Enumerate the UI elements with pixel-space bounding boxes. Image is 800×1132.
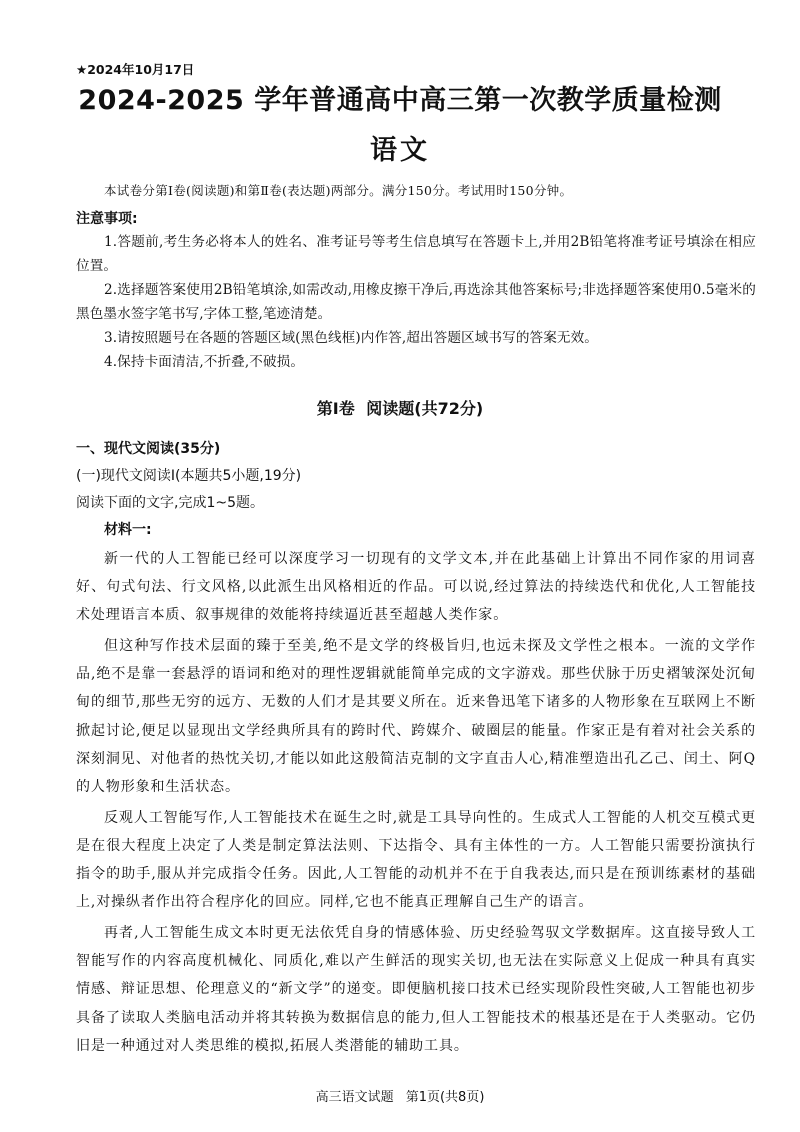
notice-heading: 注意事项: — [76, 211, 138, 227]
page-footer: 高三语文试题 第1页(共8页) — [315, 1090, 485, 1105]
subsection-heading: (一)现代文阅读Ⅰ(本题共5小题,19分) — [76, 468, 302, 484]
notice-item: 2.选择题答案使用2B铅笔填涂,如需改动,用橡皮擦干净后,再选涂其他答案标号;非选择题答案使用0.5毫米的黑色墨水签字笔书写,字体工整,笔迹清楚。 — [76, 282, 756, 322]
reading-instruction: 阅读下面的文字,完成1~5题。 — [76, 495, 264, 511]
exam-title: 2024-2025 学年普通高中高三第一次教学质量检测 — [78, 85, 722, 116]
article-body — [76, 545, 756, 1063]
article-paragraph: 新一代的人工智能已经可以深度学习一切现有的文学文本,并在此基础上计算出不同作家的用词喜好、句式句法、行文风格,以此派生出风格相近的作品。可以说,经过算法的持续迭代和优化,人工智能技术处理语言本质、叙事规律的效能将持续逼近甚至超越人类作家。 — [76, 551, 756, 624]
article-paragraph: 再者,人工智能生成文本时更无法依凭自身的情感体验、历史经验驾驭文学数据库。这直接导致人工智能写作的内容高度机械化、同质化,难以产生鲜活的现实关切,也无法在实际意义上促成一种具有真实情感、辩证思想、伦理意义的“新文学”的递变。即便脑机接口技术已经实现阶段性突破,人工智能也初步具备了读取人类脑电活动并将其转换为数据信息的能力,但人工智能技术的根基还是在于人类驱动。它仍旧是一种通过对人类思维的模拟,拓展人类潜能的辅助工具。 — [76, 925, 756, 1054]
material-label: 材料一: — [104, 522, 152, 538]
exam-date: ★2024年10月17日 — [76, 62, 195, 77]
notice-list — [76, 230, 756, 374]
notice-item: 3.请按照题号在各题的答题区域(黑色线框)内作答,超出答题区域书写的答案无效。 — [104, 330, 598, 346]
section-heading: 一、现代文阅读(35分) — [76, 441, 221, 457]
part-heading: 第Ⅰ卷 阅读题(共72分) — [316, 399, 484, 418]
article-paragraph: 但这种写作技术层面的臻于至美,绝不是文学的终极旨归,也远未探及文学性之根本。一流的文学作品,绝不是靠一套悬浮的语词和绝对的理性逻辑就能简单完成的文字游戏。那些伏脉于历史褶皱深处沉甸甸的细节,那些无穷的远方、无数的人们才是其要义所在。近来鲁迅笔下诸多的人物形象在互联网上不断掀起讨论,便足以显现出文学经典所具有的跨时代、跨媒介、破圈层的能量。作家正是有着对社会关系的深刻洞见、对他者的热忱关切,才能以如此这般简洁克制的文字直击人心,精准塑造出孔乙己、闰土、阿Q的人物形象和生活状态。 — [76, 638, 756, 795]
subject-title: 语文 — [370, 135, 430, 166]
exam-intro: 本试卷分第Ⅰ卷(阅读题)和第Ⅱ卷(表达题)两部分。满分150分。考试用时150分钟。 — [104, 183, 573, 198]
notice-item: 4.保持卡面清洁,不折叠,不破损。 — [104, 354, 305, 370]
article-paragraph: 反观人工智能写作,人工智能技术在诞生之时,就是工具导向性的。生成式人工智能的人机交互模式更是在很大程度上决定了人类是制定算法法则、下达指令、具有主体性的一方。人工智能只需要扮演执行指令的助手,服从并完成指令任务。因此,人工智能的动机并不在于自我表达,而只是在预训练素材的基础上,对操纵者作出符合程序化的回应。同样,它也不能真正理解自己生产的语言。 — [76, 809, 756, 911]
notice-item: 1.答题前,考生务必将本人的姓名、准考证号等考生信息填写在答题卡上,并用2B铅笔将准考证号填涂在相应位置。 — [76, 234, 756, 274]
